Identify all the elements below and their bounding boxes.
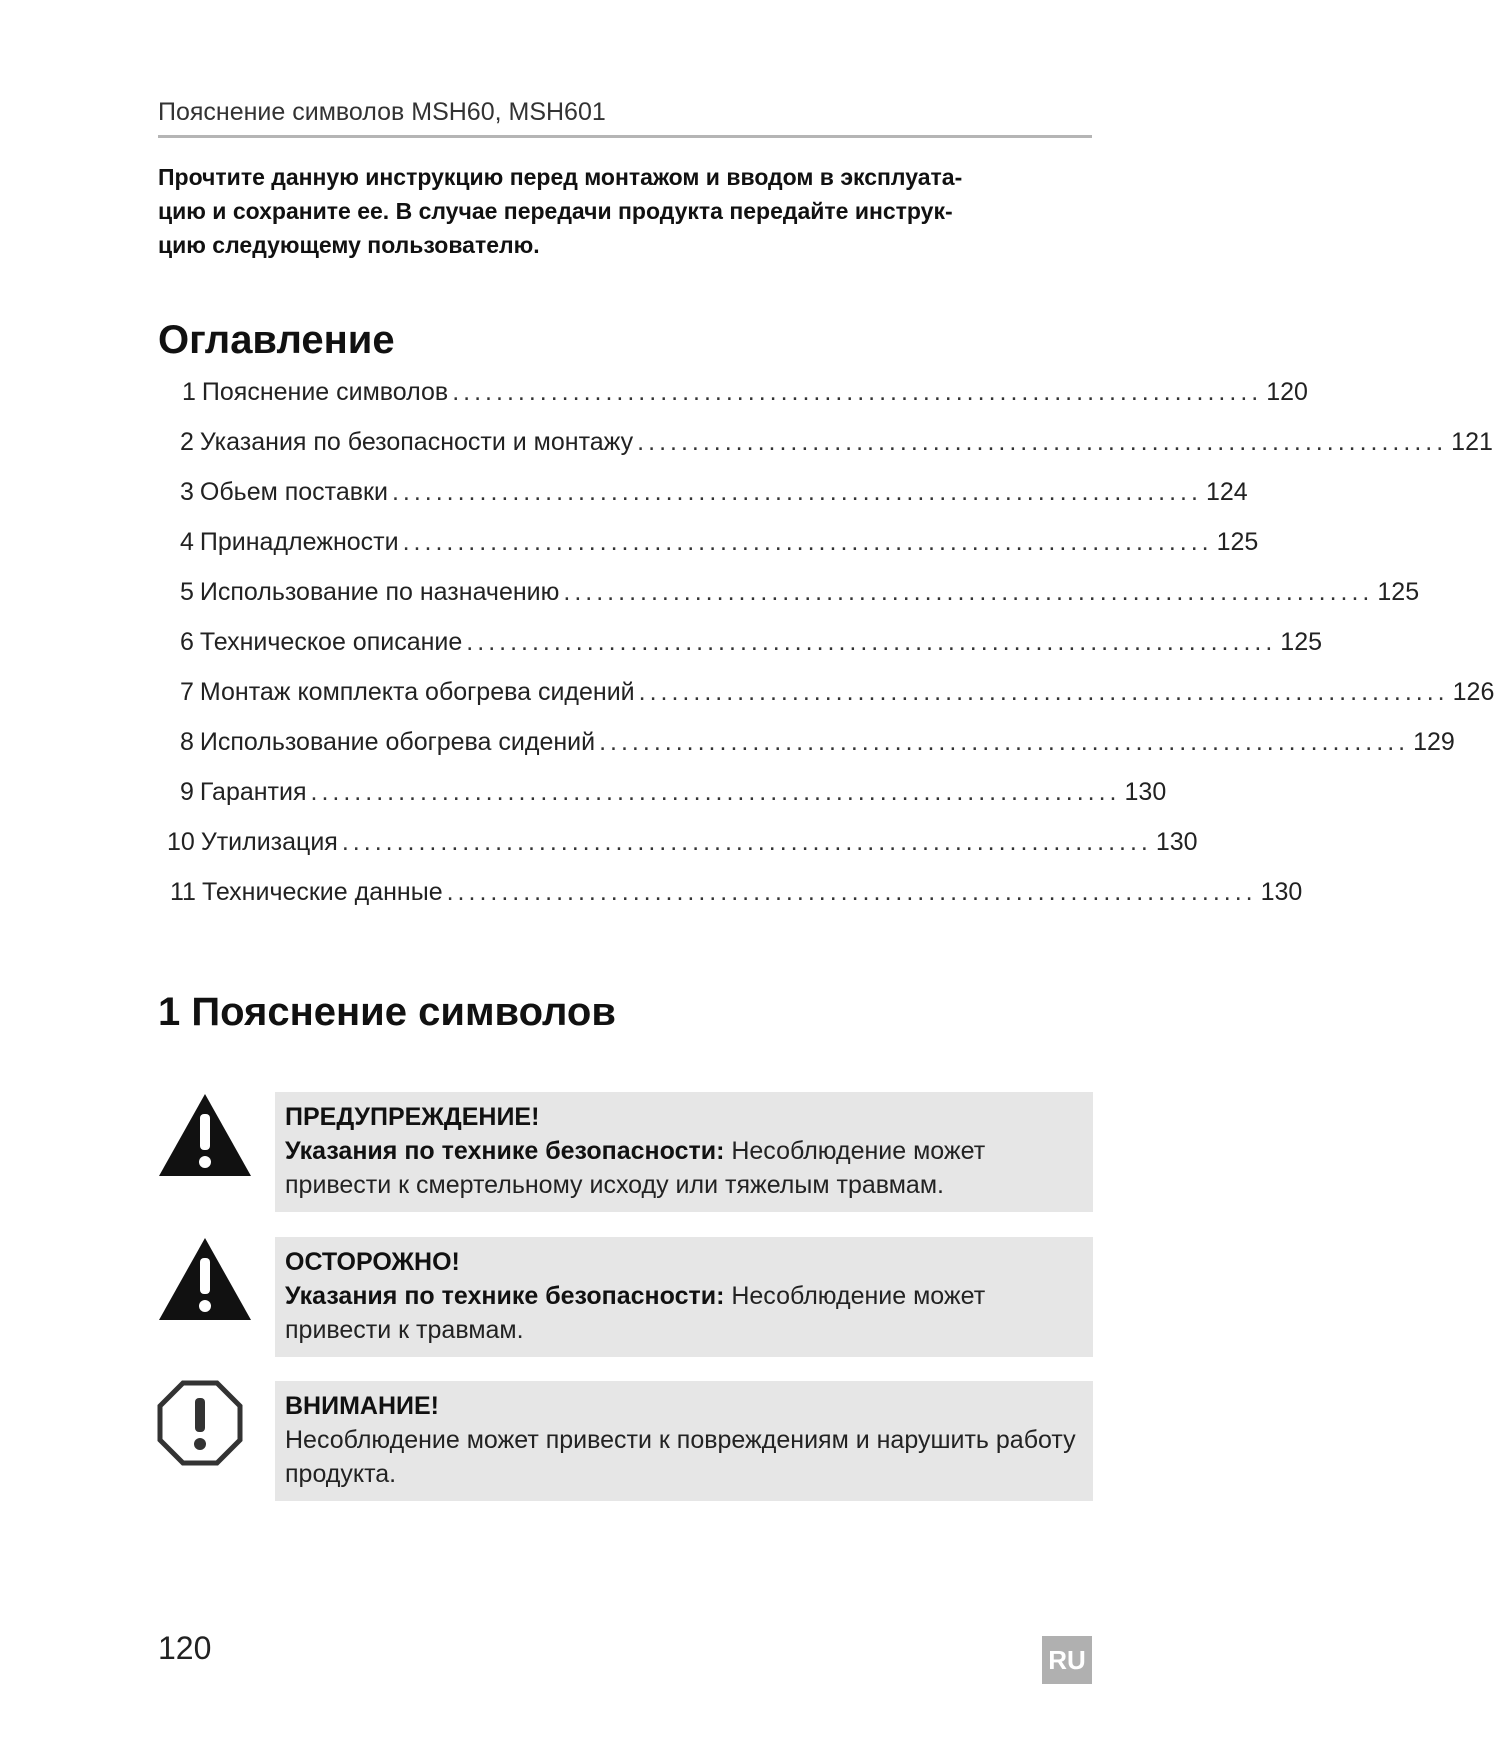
toc-item[interactable] — [180, 528, 1259, 564]
toc-item-page: 129 — [1413, 728, 1455, 756]
warning-notice — [275, 1092, 1093, 1212]
toc-item-number: 11 — [170, 878, 196, 906]
notice-label: ОСТОРОЖНО! — [285, 1248, 460, 1276]
toc-leader-dots: .......................................................................... — [402, 528, 1213, 556]
toc-item-page: 125 — [1377, 578, 1420, 606]
toc-item-title: Монтаж комплекта обогрева сидений — [199, 678, 635, 706]
toc-leader-dots: .......................................................................... — [638, 678, 1449, 706]
notice-line — [285, 1134, 1083, 1168]
notice-line — [285, 1279, 1083, 1313]
toc-item-number: 7 — [180, 678, 194, 706]
toc-item-title: Технические данные — [201, 878, 443, 906]
toc-leader-dots: .......................................................................... — [466, 628, 1277, 656]
toc-item[interactable] — [180, 778, 1167, 814]
toc-item-page: 130 — [1260, 878, 1303, 906]
intro-line: цию следующему пользователю. — [158, 232, 540, 258]
toc-leader-dots: .......................................................................... — [563, 578, 1374, 606]
warning-triangle-icon — [157, 1092, 253, 1183]
toc-item[interactable] — [180, 678, 1494, 714]
toc-leader-dots: .......................................................................... — [637, 428, 1448, 456]
toc-item-title: Гарантия — [199, 778, 307, 806]
toc-item-title: Пояснение символов — [201, 378, 449, 406]
section-title: 1 Пояснение символов — [158, 990, 616, 1034]
notice-label: ВНИМАНИЕ! — [285, 1392, 439, 1420]
toc-item[interactable] — [180, 478, 1248, 514]
notice-bold-lead: Указания по технике безопасности: — [285, 1282, 725, 1310]
toc-leader-dots: .......................................................................... — [341, 828, 1152, 856]
notice-label: ПРЕДУПРЕЖДЕНИЕ! — [285, 1103, 540, 1131]
toc-item-number: 2 — [180, 428, 194, 456]
toc-item-number: 1 — [182, 378, 196, 406]
running-header: Пояснение символов MSH60, MSH601 — [158, 98, 1092, 138]
toc-item[interactable] — [180, 628, 1323, 664]
toc-item-page: 130 — [1124, 778, 1167, 806]
intro-line: Прочтите данную инструкцию перед монтажом и вводом в эксплуата- — [158, 164, 963, 190]
toc-item-number: 9 — [180, 778, 194, 806]
intro-line: цию и сохраните ее. В случае передачи продукта передайте инструк- — [158, 198, 953, 224]
toc-item-number: 5 — [180, 578, 194, 606]
toc-item-page: 121 — [1451, 428, 1493, 456]
toc-leader-dots: .......................................................................... — [446, 878, 1257, 906]
toc-item[interactable] — [180, 728, 1455, 764]
toc-item-number: 6 — [180, 628, 194, 656]
toc-item[interactable] — [180, 578, 1420, 614]
toc-item-page: 130 — [1155, 828, 1198, 856]
toc-item-page: 125 — [1280, 628, 1323, 656]
toc-item-title: Утилизация — [200, 828, 338, 856]
toc-item-title: Использование обогрева сидений — [199, 728, 596, 756]
toc-leader-dots: .......................................................................... — [310, 778, 1121, 806]
notice-text: Несоблюдение может — [724, 1282, 986, 1310]
notice-bold-lead: Указания по технике безопасности: — [285, 1137, 725, 1165]
notice-line: привести к смертельному исходу или тяжелым травмам. — [285, 1171, 944, 1199]
toc-leader-dots: .......................................................................... — [599, 728, 1410, 756]
caution-notice — [275, 1237, 1093, 1357]
toc-item-number: 4 — [180, 528, 194, 556]
toc-item-title: Принадлежности — [199, 528, 399, 556]
toc-item-title: Указания по безопасности и монтажу — [199, 428, 634, 456]
toc-item-number: 8 — [180, 728, 194, 756]
toc-item-number: 10 — [167, 828, 195, 856]
notice-line: привести к травмам. — [285, 1316, 524, 1344]
language-badge: RU — [1042, 1636, 1092, 1684]
toc-item-page: 120 — [1266, 378, 1308, 406]
attention-octagon-icon — [157, 1380, 243, 1471]
toc-item-page: 125 — [1216, 528, 1259, 556]
toc-leader-dots: .......................................................................... — [391, 478, 1202, 506]
attention-notice — [275, 1381, 1093, 1501]
caution-triangle-icon — [157, 1236, 253, 1327]
toc-item[interactable] — [170, 878, 1303, 914]
page-number: 120 — [158, 1630, 212, 1666]
toc-item-title: Использование по назначению — [199, 578, 560, 606]
toc-item-title: Техническое описание — [199, 628, 463, 656]
notice-line: Несоблюдение может привести к повреждениям и нарушить работу — [285, 1426, 1076, 1454]
notice-line: продукта. — [285, 1460, 397, 1488]
toc-item[interactable] — [167, 828, 1198, 864]
toc-item-page: 126 — [1452, 678, 1494, 706]
toc-item[interactable] — [180, 428, 1493, 464]
toc-title: Оглавление — [158, 318, 395, 362]
intro-paragraph — [158, 160, 1092, 262]
toc-item[interactable] — [182, 378, 1308, 414]
toc-item-page: 124 — [1205, 478, 1248, 506]
toc-leader-dots: .......................................................................... — [452, 378, 1263, 406]
notice-text: Несоблюдение может — [724, 1137, 986, 1165]
toc-item-title: Обьем поставки — [199, 478, 388, 506]
toc-item-number: 3 — [180, 478, 194, 506]
